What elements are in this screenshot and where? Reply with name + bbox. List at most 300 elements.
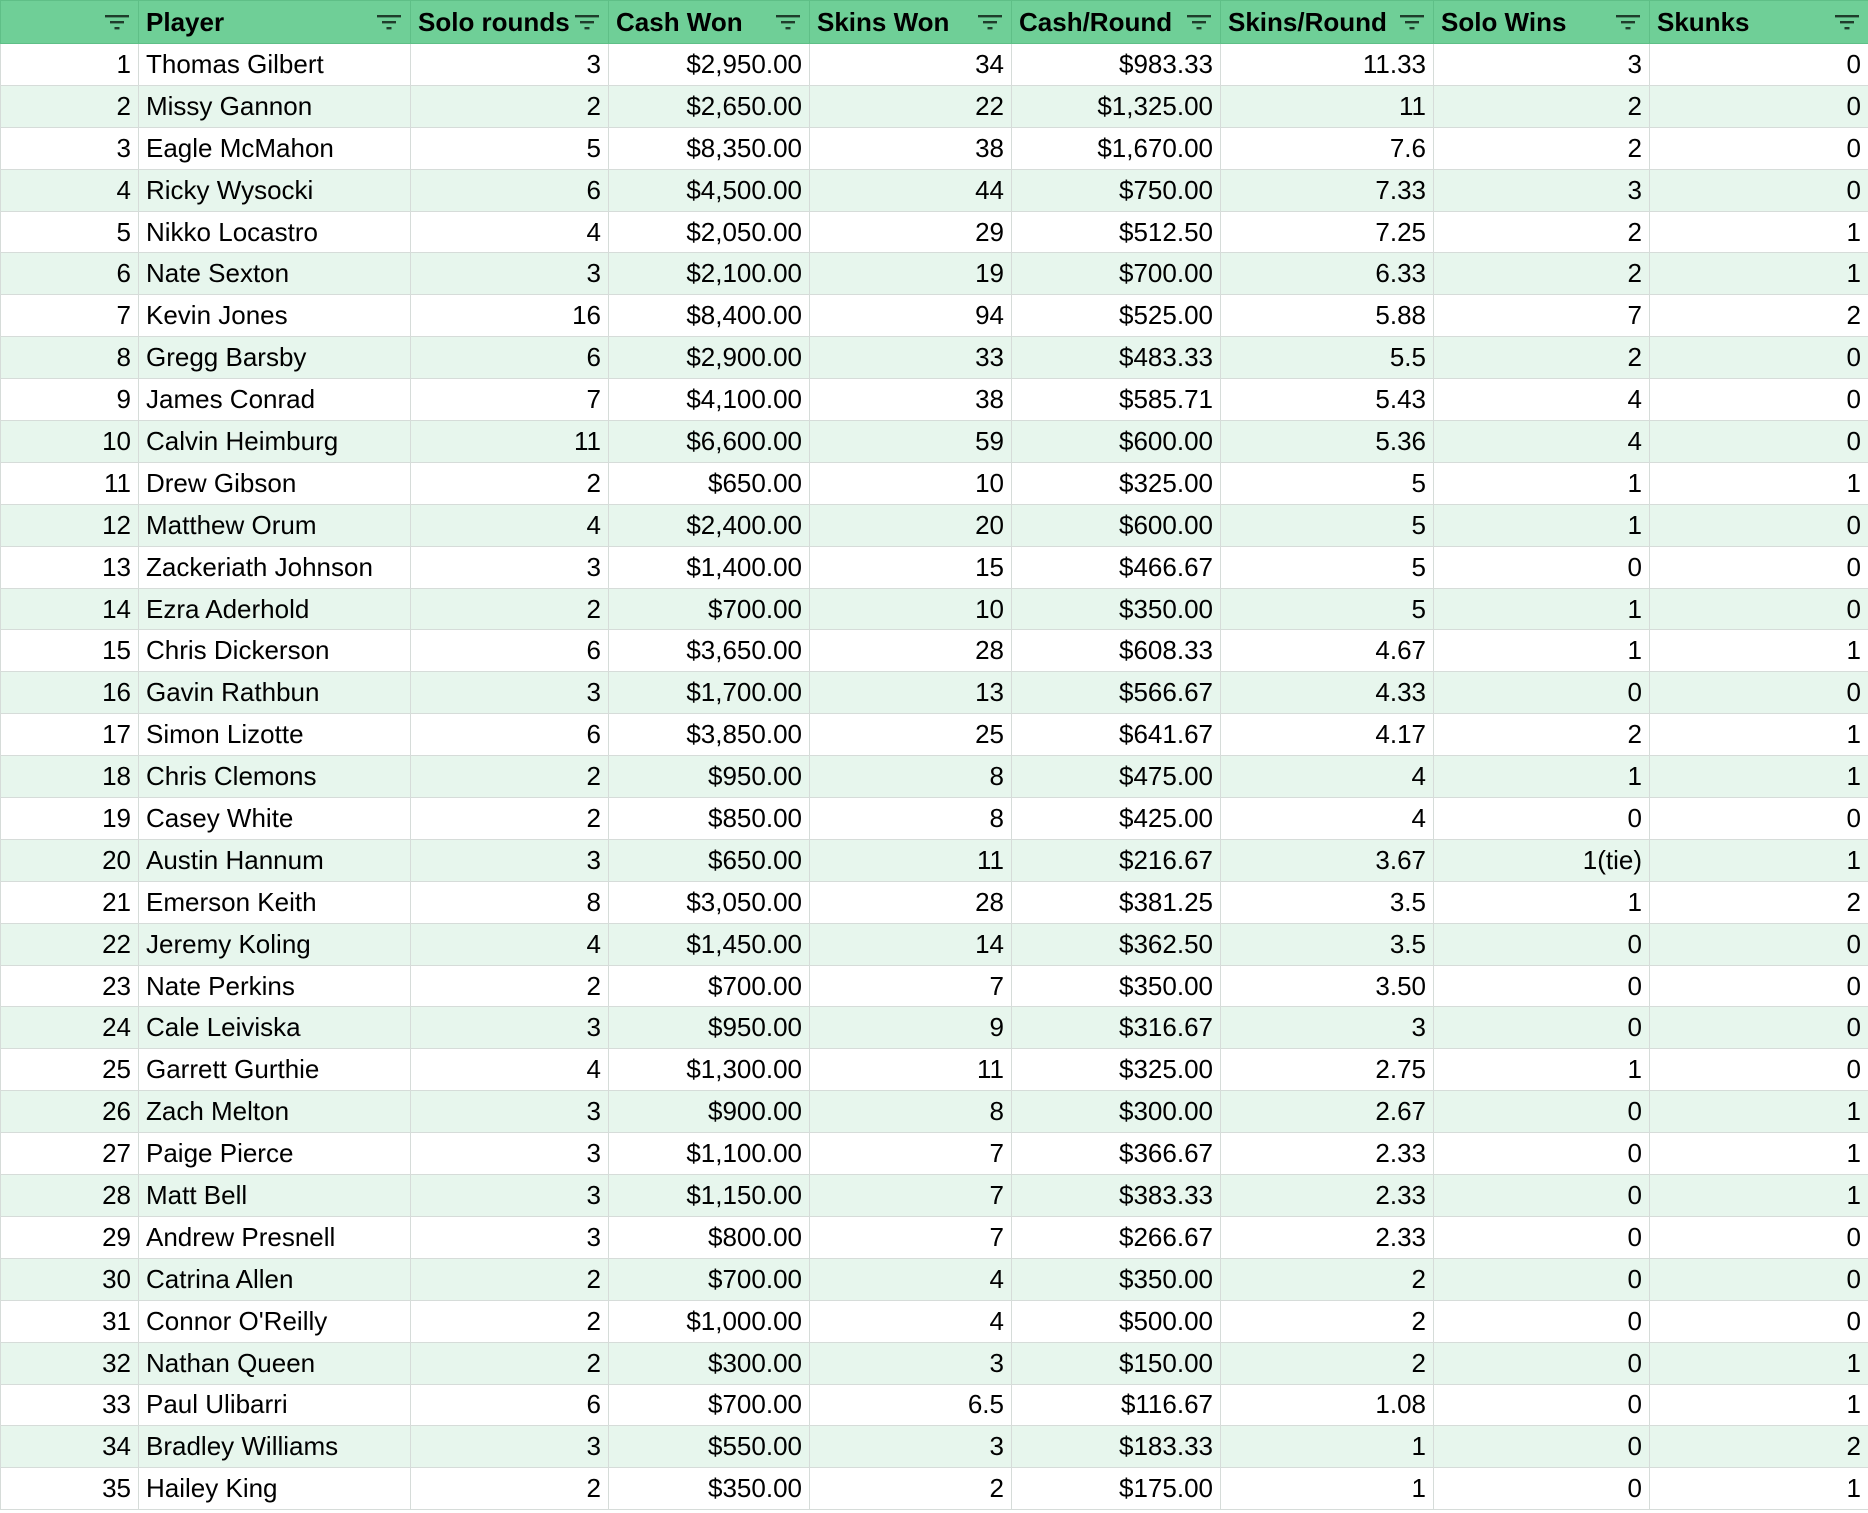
cell-skins-won[interactable]: 3: [810, 1342, 1012, 1384]
cell-solo-rounds[interactable]: 3: [411, 1007, 609, 1049]
cell-skunks[interactable]: 2: [1650, 881, 1868, 923]
cell-solo-wins[interactable]: 0: [1434, 672, 1650, 714]
cell-cash-per-round[interactable]: $350.00: [1012, 1258, 1221, 1300]
cell-player[interactable]: Andrew Presnell: [139, 1216, 411, 1258]
cell-skins-per-round[interactable]: 5: [1221, 504, 1434, 546]
cell-solo-wins[interactable]: 1: [1434, 881, 1650, 923]
cell-player[interactable]: Nikko Locastro: [139, 211, 411, 253]
filter-icon[interactable]: [977, 12, 1003, 32]
cell-player[interactable]: James Conrad: [139, 379, 411, 421]
cell-rank[interactable]: 1: [1, 44, 139, 86]
cell-cash-won[interactable]: $700.00: [609, 1258, 810, 1300]
cell-solo-rounds[interactable]: 3: [411, 1216, 609, 1258]
cell-cash-per-round[interactable]: $350.00: [1012, 588, 1221, 630]
cell-skins-per-round[interactable]: 11: [1221, 85, 1434, 127]
cell-player[interactable]: Garrett Gurthie: [139, 1049, 411, 1091]
cell-skins-won[interactable]: 8: [810, 756, 1012, 798]
cell-player[interactable]: Chris Clemons: [139, 756, 411, 798]
filter-icon[interactable]: [1186, 12, 1212, 32]
cell-skins-per-round[interactable]: 2.33: [1221, 1216, 1434, 1258]
cell-skunks[interactable]: 0: [1650, 1007, 1868, 1049]
cell-skunks[interactable]: 0: [1650, 965, 1868, 1007]
cell-solo-wins[interactable]: 2: [1434, 211, 1650, 253]
cell-skins-per-round[interactable]: 5.88: [1221, 295, 1434, 337]
cell-cash-per-round[interactable]: $366.67: [1012, 1133, 1221, 1175]
cell-player[interactable]: Paul Ulibarri: [139, 1384, 411, 1426]
cell-skins-per-round[interactable]: 6.33: [1221, 253, 1434, 295]
cell-cash-won[interactable]: $4,100.00: [609, 379, 810, 421]
cell-player[interactable]: Calvin Heimburg: [139, 421, 411, 463]
cell-solo-wins[interactable]: 3: [1434, 169, 1650, 211]
cell-skins-per-round[interactable]: 5.5: [1221, 337, 1434, 379]
cell-cash-won[interactable]: $650.00: [609, 462, 810, 504]
cell-player[interactable]: Connor O'Reilly: [139, 1300, 411, 1342]
cell-solo-rounds[interactable]: 3: [411, 1426, 609, 1468]
cell-solo-wins[interactable]: 1(tie): [1434, 839, 1650, 881]
cell-cash-won[interactable]: $4,500.00: [609, 169, 810, 211]
cell-cash-per-round[interactable]: $750.00: [1012, 169, 1221, 211]
cell-skins-won[interactable]: 10: [810, 462, 1012, 504]
cell-player[interactable]: Matthew Orum: [139, 504, 411, 546]
cell-player[interactable]: Bradley Williams: [139, 1426, 411, 1468]
cell-player[interactable]: Zach Melton: [139, 1091, 411, 1133]
cell-solo-rounds[interactable]: 2: [411, 1258, 609, 1300]
cell-rank[interactable]: 31: [1, 1300, 139, 1342]
cell-solo-rounds[interactable]: 6: [411, 1384, 609, 1426]
cell-cash-won[interactable]: $350.00: [609, 1468, 810, 1510]
cell-skunks[interactable]: 1: [1650, 1175, 1868, 1217]
cell-cash-won[interactable]: $950.00: [609, 1007, 810, 1049]
cell-rank[interactable]: 35: [1, 1468, 139, 1510]
cell-solo-rounds[interactable]: 2: [411, 462, 609, 504]
cell-rank[interactable]: 5: [1, 211, 139, 253]
cell-rank[interactable]: 22: [1, 923, 139, 965]
cell-solo-wins[interactable]: 0: [1434, 1342, 1650, 1384]
cell-solo-rounds[interactable]: 4: [411, 211, 609, 253]
cell-rank[interactable]: 7: [1, 295, 139, 337]
cell-solo-wins[interactable]: 0: [1434, 798, 1650, 840]
cell-solo-rounds[interactable]: 3: [411, 1175, 609, 1217]
cell-skins-per-round[interactable]: 5: [1221, 546, 1434, 588]
cell-cash-per-round[interactable]: $1,325.00: [1012, 85, 1221, 127]
cell-rank[interactable]: 12: [1, 504, 139, 546]
cell-skins-per-round[interactable]: 5.43: [1221, 379, 1434, 421]
cell-solo-rounds[interactable]: 6: [411, 169, 609, 211]
filter-icon[interactable]: [1834, 12, 1860, 32]
cell-skunks[interactable]: 1: [1650, 714, 1868, 756]
cell-player[interactable]: Eagle McMahon: [139, 127, 411, 169]
cell-skins-per-round[interactable]: 7.25: [1221, 211, 1434, 253]
cell-skunks[interactable]: 0: [1650, 1258, 1868, 1300]
cell-skunks[interactable]: 0: [1650, 379, 1868, 421]
cell-player[interactable]: Missy Gannon: [139, 85, 411, 127]
cell-skins-won[interactable]: 22: [810, 85, 1012, 127]
cell-skins-won[interactable]: 34: [810, 44, 1012, 86]
cell-rank[interactable]: 34: [1, 1426, 139, 1468]
cell-cash-per-round[interactable]: $183.33: [1012, 1426, 1221, 1468]
cell-skunks[interactable]: 1: [1650, 462, 1868, 504]
cell-player[interactable]: Austin Hannum: [139, 839, 411, 881]
cell-skins-won[interactable]: 20: [810, 504, 1012, 546]
cell-cash-won[interactable]: $300.00: [609, 1342, 810, 1384]
cell-skins-won[interactable]: 19: [810, 253, 1012, 295]
cell-cash-won[interactable]: $8,350.00: [609, 127, 810, 169]
cell-skins-won[interactable]: 38: [810, 127, 1012, 169]
cell-cash-won[interactable]: $2,950.00: [609, 44, 810, 86]
cell-skins-won[interactable]: 7: [810, 1175, 1012, 1217]
cell-solo-rounds[interactable]: 2: [411, 1300, 609, 1342]
cell-skins-won[interactable]: 29: [810, 211, 1012, 253]
cell-rank[interactable]: 8: [1, 337, 139, 379]
cell-cash-per-round[interactable]: $216.67: [1012, 839, 1221, 881]
cell-player[interactable]: Nate Perkins: [139, 965, 411, 1007]
cell-skins-won[interactable]: 4: [810, 1300, 1012, 1342]
cell-player[interactable]: Ricky Wysocki: [139, 169, 411, 211]
cell-player[interactable]: Hailey King: [139, 1468, 411, 1510]
cell-cash-per-round[interactable]: $608.33: [1012, 630, 1221, 672]
cell-skunks[interactable]: 1: [1650, 756, 1868, 798]
cell-solo-wins[interactable]: 1: [1434, 588, 1650, 630]
cell-solo-wins[interactable]: 3: [1434, 44, 1650, 86]
cell-rank[interactable]: 6: [1, 253, 139, 295]
cell-cash-won[interactable]: $3,050.00: [609, 881, 810, 923]
cell-skins-per-round[interactable]: 5: [1221, 462, 1434, 504]
cell-skins-won[interactable]: 59: [810, 421, 1012, 463]
cell-cash-won[interactable]: $2,650.00: [609, 85, 810, 127]
cell-player[interactable]: Matt Bell: [139, 1175, 411, 1217]
cell-rank[interactable]: 24: [1, 1007, 139, 1049]
cell-solo-rounds[interactable]: 4: [411, 1049, 609, 1091]
cell-solo-wins[interactable]: 0: [1434, 1175, 1650, 1217]
cell-solo-wins[interactable]: 0: [1434, 965, 1650, 1007]
cell-skins-per-round[interactable]: 2: [1221, 1258, 1434, 1300]
cell-cash-won[interactable]: $850.00: [609, 798, 810, 840]
cell-skunks[interactable]: 0: [1650, 337, 1868, 379]
cell-rank[interactable]: 30: [1, 1258, 139, 1300]
cell-solo-rounds[interactable]: 2: [411, 798, 609, 840]
filter-icon[interactable]: [376, 12, 402, 32]
cell-skins-per-round[interactable]: 2: [1221, 1300, 1434, 1342]
cell-cash-per-round[interactable]: $350.00: [1012, 965, 1221, 1007]
cell-skunks[interactable]: 2: [1650, 295, 1868, 337]
cell-skins-per-round[interactable]: 4: [1221, 756, 1434, 798]
cell-player[interactable]: Kevin Jones: [139, 295, 411, 337]
cell-skins-won[interactable]: 2: [810, 1468, 1012, 1510]
cell-rank[interactable]: 20: [1, 839, 139, 881]
cell-player[interactable]: Nathan Queen: [139, 1342, 411, 1384]
cell-skunks[interactable]: 2: [1650, 1426, 1868, 1468]
cell-solo-rounds[interactable]: 2: [411, 1342, 609, 1384]
cell-solo-wins[interactable]: 2: [1434, 714, 1650, 756]
cell-cash-per-round[interactable]: $150.00: [1012, 1342, 1221, 1384]
cell-rank[interactable]: 33: [1, 1384, 139, 1426]
cell-rank[interactable]: 21: [1, 881, 139, 923]
cell-skins-per-round[interactable]: 3.5: [1221, 881, 1434, 923]
cell-cash-per-round[interactable]: $325.00: [1012, 462, 1221, 504]
cell-cash-won[interactable]: $6,600.00: [609, 421, 810, 463]
cell-cash-won[interactable]: $1,000.00: [609, 1300, 810, 1342]
column-header-player[interactable]: [139, 1, 411, 44]
cell-skunks[interactable]: 0: [1650, 504, 1868, 546]
cell-skunks[interactable]: 0: [1650, 588, 1868, 630]
filter-icon[interactable]: [775, 12, 801, 32]
cell-cash-won[interactable]: $650.00: [609, 839, 810, 881]
cell-solo-rounds[interactable]: 3: [411, 44, 609, 86]
cell-cash-per-round[interactable]: $512.50: [1012, 211, 1221, 253]
cell-cash-won[interactable]: $2,900.00: [609, 337, 810, 379]
cell-cash-per-round[interactable]: $425.00: [1012, 798, 1221, 840]
cell-skins-won[interactable]: 15: [810, 546, 1012, 588]
cell-skunks[interactable]: 0: [1650, 546, 1868, 588]
cell-cash-won[interactable]: $1,300.00: [609, 1049, 810, 1091]
cell-player[interactable]: Thomas Gilbert: [139, 44, 411, 86]
cell-rank[interactable]: 2: [1, 85, 139, 127]
cell-cash-won[interactable]: $1,100.00: [609, 1133, 810, 1175]
cell-cash-won[interactable]: $1,400.00: [609, 546, 810, 588]
cell-skunks[interactable]: 0: [1650, 421, 1868, 463]
cell-solo-wins[interactable]: 1: [1434, 756, 1650, 798]
cell-cash-per-round[interactable]: $600.00: [1012, 504, 1221, 546]
cell-skins-won[interactable]: 8: [810, 798, 1012, 840]
cell-rank[interactable]: 26: [1, 1091, 139, 1133]
cell-cash-per-round[interactable]: $600.00: [1012, 421, 1221, 463]
cell-cash-per-round[interactable]: $585.71: [1012, 379, 1221, 421]
column-header-skunks[interactable]: [1650, 1, 1868, 44]
cell-cash-won[interactable]: $1,450.00: [609, 923, 810, 965]
cell-solo-rounds[interactable]: 2: [411, 1468, 609, 1510]
cell-cash-per-round[interactable]: $500.00: [1012, 1300, 1221, 1342]
filter-icon[interactable]: [574, 12, 600, 32]
cell-cash-per-round[interactable]: $325.00: [1012, 1049, 1221, 1091]
cell-skins-won[interactable]: 44: [810, 169, 1012, 211]
cell-skins-per-round[interactable]: 4.67: [1221, 630, 1434, 672]
cell-solo-rounds[interactable]: 2: [411, 965, 609, 1007]
cell-skins-won[interactable]: 6.5: [810, 1384, 1012, 1426]
cell-solo-rounds[interactable]: 11: [411, 421, 609, 463]
cell-cash-won[interactable]: $3,850.00: [609, 714, 810, 756]
cell-solo-rounds[interactable]: 6: [411, 630, 609, 672]
cell-cash-per-round[interactable]: $566.67: [1012, 672, 1221, 714]
cell-cash-per-round[interactable]: $300.00: [1012, 1091, 1221, 1133]
cell-skins-won[interactable]: 13: [810, 672, 1012, 714]
cell-skunks[interactable]: 1: [1650, 253, 1868, 295]
cell-skunks[interactable]: 0: [1650, 85, 1868, 127]
column-header-cash-per-round[interactable]: [1012, 1, 1221, 44]
cell-cash-per-round[interactable]: $641.67: [1012, 714, 1221, 756]
cell-solo-rounds[interactable]: 2: [411, 85, 609, 127]
cell-skins-per-round[interactable]: 1: [1221, 1468, 1434, 1510]
cell-skunks[interactable]: 0: [1650, 1049, 1868, 1091]
filter-icon[interactable]: [1615, 12, 1641, 32]
cell-solo-wins[interactable]: 2: [1434, 253, 1650, 295]
cell-cash-per-round[interactable]: $362.50: [1012, 923, 1221, 965]
cell-rank[interactable]: 19: [1, 798, 139, 840]
cell-player[interactable]: Nate Sexton: [139, 253, 411, 295]
cell-skins-per-round[interactable]: 11.33: [1221, 44, 1434, 86]
cell-player[interactable]: Casey White: [139, 798, 411, 840]
cell-solo-wins[interactable]: 7: [1434, 295, 1650, 337]
cell-skins-won[interactable]: 10: [810, 588, 1012, 630]
cell-cash-per-round[interactable]: $1,670.00: [1012, 127, 1221, 169]
cell-cash-won[interactable]: $900.00: [609, 1091, 810, 1133]
cell-rank[interactable]: 10: [1, 421, 139, 463]
cell-skins-per-round[interactable]: 4.33: [1221, 672, 1434, 714]
cell-player[interactable]: Paige Pierce: [139, 1133, 411, 1175]
cell-skins-per-round[interactable]: 1: [1221, 1426, 1434, 1468]
cell-cash-per-round[interactable]: $483.33: [1012, 337, 1221, 379]
cell-skins-per-round[interactable]: 3.50: [1221, 965, 1434, 1007]
cell-rank[interactable]: 27: [1, 1133, 139, 1175]
cell-skins-won[interactable]: 7: [810, 1133, 1012, 1175]
cell-skunks[interactable]: 0: [1650, 1300, 1868, 1342]
cell-player[interactable]: Chris Dickerson: [139, 630, 411, 672]
cell-cash-per-round[interactable]: $175.00: [1012, 1468, 1221, 1510]
cell-skins-per-round[interactable]: 3.67: [1221, 839, 1434, 881]
column-header-cash-won[interactable]: [609, 1, 810, 44]
cell-rank[interactable]: 13: [1, 546, 139, 588]
cell-skins-won[interactable]: 14: [810, 923, 1012, 965]
cell-skins-per-round[interactable]: 2.33: [1221, 1133, 1434, 1175]
cell-skunks[interactable]: 1: [1650, 1384, 1868, 1426]
cell-rank[interactable]: 23: [1, 965, 139, 1007]
cell-player[interactable]: Emerson Keith: [139, 881, 411, 923]
cell-solo-wins[interactable]: 0: [1434, 546, 1650, 588]
cell-skunks[interactable]: 0: [1650, 127, 1868, 169]
cell-cash-per-round[interactable]: $525.00: [1012, 295, 1221, 337]
cell-solo-wins[interactable]: 0: [1434, 1384, 1650, 1426]
cell-cash-won[interactable]: $700.00: [609, 1384, 810, 1426]
cell-skins-won[interactable]: 33: [810, 337, 1012, 379]
cell-solo-rounds[interactable]: 2: [411, 588, 609, 630]
cell-player[interactable]: Drew Gibson: [139, 462, 411, 504]
cell-skunks[interactable]: 1: [1650, 1342, 1868, 1384]
cell-cash-won[interactable]: $800.00: [609, 1216, 810, 1258]
cell-cash-per-round[interactable]: $316.67: [1012, 1007, 1221, 1049]
cell-rank[interactable]: 18: [1, 756, 139, 798]
cell-skins-won[interactable]: 38: [810, 379, 1012, 421]
cell-skins-won[interactable]: 9: [810, 1007, 1012, 1049]
cell-skunks[interactable]: 0: [1650, 923, 1868, 965]
cell-solo-wins[interactable]: 0: [1434, 1007, 1650, 1049]
cell-cash-per-round[interactable]: $983.33: [1012, 44, 1221, 86]
cell-cash-won[interactable]: $3,650.00: [609, 630, 810, 672]
cell-solo-wins[interactable]: 0: [1434, 1468, 1650, 1510]
cell-skins-per-round[interactable]: 7.33: [1221, 169, 1434, 211]
cell-skins-per-round[interactable]: 2: [1221, 1342, 1434, 1384]
cell-skins-won[interactable]: 28: [810, 630, 1012, 672]
cell-cash-per-round[interactable]: $381.25: [1012, 881, 1221, 923]
cell-skunks[interactable]: 0: [1650, 169, 1868, 211]
cell-skins-won[interactable]: 7: [810, 1216, 1012, 1258]
cell-skins-per-round[interactable]: 1.08: [1221, 1384, 1434, 1426]
cell-solo-wins[interactable]: 0: [1434, 1091, 1650, 1133]
cell-skunks[interactable]: 1: [1650, 1468, 1868, 1510]
cell-solo-wins[interactable]: 1: [1434, 1049, 1650, 1091]
cell-skins-won[interactable]: 8: [810, 1091, 1012, 1133]
cell-cash-won[interactable]: $700.00: [609, 588, 810, 630]
cell-skins-per-round[interactable]: 2.75: [1221, 1049, 1434, 1091]
cell-player[interactable]: Cale Leiviska: [139, 1007, 411, 1049]
cell-solo-rounds[interactable]: 7: [411, 379, 609, 421]
cell-rank[interactable]: 16: [1, 672, 139, 714]
cell-solo-rounds[interactable]: 8: [411, 881, 609, 923]
cell-rank[interactable]: 28: [1, 1175, 139, 1217]
cell-cash-won[interactable]: $1,150.00: [609, 1175, 810, 1217]
cell-solo-rounds[interactable]: 3: [411, 1133, 609, 1175]
cell-rank[interactable]: 3: [1, 127, 139, 169]
cell-solo-wins[interactable]: 2: [1434, 337, 1650, 379]
cell-cash-won[interactable]: $8,400.00: [609, 295, 810, 337]
cell-rank[interactable]: 17: [1, 714, 139, 756]
cell-solo-rounds[interactable]: 6: [411, 337, 609, 379]
cell-solo-wins[interactable]: 4: [1434, 379, 1650, 421]
cell-solo-rounds[interactable]: 4: [411, 504, 609, 546]
cell-rank[interactable]: 29: [1, 1216, 139, 1258]
cell-cash-per-round[interactable]: $383.33: [1012, 1175, 1221, 1217]
cell-skunks[interactable]: 1: [1650, 211, 1868, 253]
cell-solo-wins[interactable]: 1: [1434, 630, 1650, 672]
cell-solo-rounds[interactable]: 4: [411, 923, 609, 965]
cell-solo-rounds[interactable]: 3: [411, 546, 609, 588]
cell-cash-won[interactable]: $2,050.00: [609, 211, 810, 253]
cell-skins-won[interactable]: 11: [810, 1049, 1012, 1091]
cell-solo-wins[interactable]: 2: [1434, 127, 1650, 169]
cell-solo-wins[interactable]: 2: [1434, 85, 1650, 127]
cell-skins-per-round[interactable]: 2.33: [1221, 1175, 1434, 1217]
cell-player[interactable]: Gregg Barsby: [139, 337, 411, 379]
cell-rank[interactable]: 25: [1, 1049, 139, 1091]
cell-rank[interactable]: 32: [1, 1342, 139, 1384]
cell-cash-won[interactable]: $950.00: [609, 756, 810, 798]
cell-cash-per-round[interactable]: $116.67: [1012, 1384, 1221, 1426]
cell-rank[interactable]: 14: [1, 588, 139, 630]
filter-icon[interactable]: [1399, 12, 1425, 32]
cell-solo-rounds[interactable]: 3: [411, 253, 609, 295]
cell-skins-per-round[interactable]: 2.67: [1221, 1091, 1434, 1133]
cell-solo-rounds[interactable]: 6: [411, 714, 609, 756]
cell-cash-won[interactable]: $2,400.00: [609, 504, 810, 546]
cell-rank[interactable]: 15: [1, 630, 139, 672]
cell-rank[interactable]: 4: [1, 169, 139, 211]
column-header-solo-wins[interactable]: [1434, 1, 1650, 44]
column-header-solo-rounds[interactable]: [411, 1, 609, 44]
filter-icon[interactable]: [104, 12, 130, 32]
cell-cash-per-round[interactable]: $466.67: [1012, 546, 1221, 588]
cell-cash-won[interactable]: $700.00: [609, 965, 810, 1007]
cell-solo-wins[interactable]: 0: [1434, 1216, 1650, 1258]
cell-cash-won[interactable]: $2,100.00: [609, 253, 810, 295]
cell-skins-won[interactable]: 28: [810, 881, 1012, 923]
column-header-skins-won[interactable]: [810, 1, 1012, 44]
cell-solo-wins[interactable]: 0: [1434, 923, 1650, 965]
cell-solo-wins[interactable]: 4: [1434, 421, 1650, 463]
cell-cash-won[interactable]: $550.00: [609, 1426, 810, 1468]
cell-skunks[interactable]: 1: [1650, 839, 1868, 881]
cell-solo-wins[interactable]: 1: [1434, 504, 1650, 546]
cell-skunks[interactable]: 0: [1650, 798, 1868, 840]
cell-skins-won[interactable]: 94: [810, 295, 1012, 337]
cell-player[interactable]: Simon Lizotte: [139, 714, 411, 756]
cell-skins-per-round[interactable]: 4: [1221, 798, 1434, 840]
cell-skins-per-round[interactable]: 3: [1221, 1007, 1434, 1049]
cell-skunks[interactable]: 0: [1650, 1216, 1868, 1258]
cell-cash-won[interactable]: $1,700.00: [609, 672, 810, 714]
cell-solo-rounds[interactable]: 3: [411, 1091, 609, 1133]
column-header-skins-per-round[interactable]: [1221, 1, 1434, 44]
cell-skins-per-round[interactable]: 5: [1221, 588, 1434, 630]
cell-solo-rounds[interactable]: 5: [411, 127, 609, 169]
cell-skins-won[interactable]: 3: [810, 1426, 1012, 1468]
